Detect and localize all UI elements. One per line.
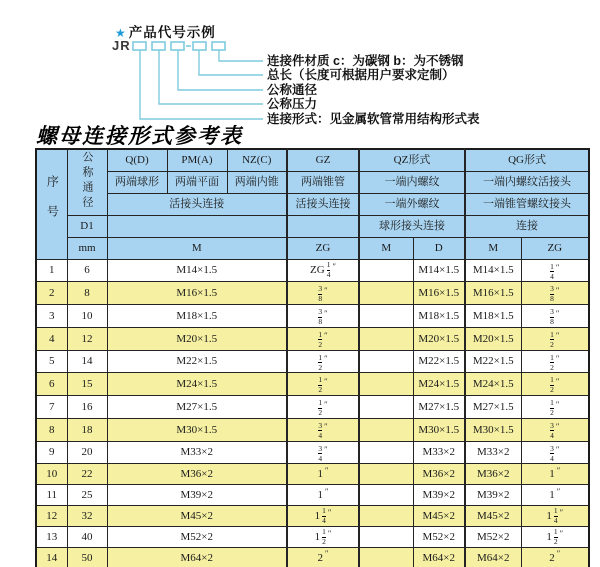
cell-qg_zg: 1 2 ″: [521, 327, 589, 350]
cell-qz_m: [359, 485, 413, 506]
connector-line-length: [199, 50, 263, 75]
cell-no: 11: [36, 485, 67, 506]
connector-line-material: [219, 50, 263, 61]
cell-qz_d: M20×1.5: [413, 327, 465, 350]
header-mm: mm: [67, 237, 107, 259]
table-row: [36, 548, 589, 567]
cell-qg_zg: 3 8 ″: [521, 282, 589, 305]
table-row: [36, 441, 589, 464]
cell-qz_d: M39×2: [413, 485, 465, 506]
header-gz-conn: 活接头连接: [287, 193, 359, 215]
cell-dn: 25: [67, 485, 107, 506]
cell-qz_m: [359, 464, 413, 485]
cell-qz_d: M52×2: [413, 527, 465, 548]
table-row: [36, 259, 589, 282]
cell-m: M30×1.5: [107, 418, 287, 441]
header-row-1: [36, 149, 589, 171]
table-row: [36, 373, 589, 396]
cell-m: M33×2: [107, 441, 287, 464]
cell-zg: 3 8 ″: [287, 305, 359, 328]
cell-qz_m: [359, 527, 413, 548]
cell-qg_zg: 1 1 4 ″: [521, 506, 589, 527]
cell-qz_m: [359, 327, 413, 350]
cell-zg: 1 1 4 ″: [287, 506, 359, 527]
cell-qz_m: [359, 548, 413, 567]
code-prefix: JR: [112, 38, 131, 53]
cell-qg_m: M45×2: [465, 506, 521, 527]
header-qg-zg: ZG: [521, 237, 589, 259]
cell-qz_d: M16×1.5: [413, 282, 465, 305]
cell-no: 1: [36, 259, 67, 282]
cell-zg: ZG 1 4 ″: [287, 259, 359, 282]
cell-qz_m: [359, 305, 413, 328]
table-row: [36, 282, 589, 305]
cell-zg: 1 ″: [287, 464, 359, 485]
cell-dn: 22: [67, 464, 107, 485]
connector-line-diameter: [178, 50, 263, 90]
cell-no: 7: [36, 396, 67, 419]
cell-qz_m: [359, 396, 413, 419]
table-row: [36, 485, 589, 506]
cell-dn: 16: [67, 396, 107, 419]
cell-qg_m: M64×2: [465, 548, 521, 567]
cell-qg_zg: 2 ″: [521, 548, 589, 567]
cell-no: 12: [36, 506, 67, 527]
cell-m: M45×2: [107, 506, 287, 527]
cell-m: M52×2: [107, 527, 287, 548]
header-row-3: [36, 193, 589, 215]
table-row: [36, 527, 589, 548]
header-union-conn: 活接头连接: [107, 193, 287, 215]
cell-qz_d: M36×2: [413, 464, 465, 485]
header-col-gz: GZ: [287, 149, 359, 171]
header-row-4: [36, 215, 589, 237]
cell-m: M39×2: [107, 485, 287, 506]
cell-m: M20×1.5: [107, 327, 287, 350]
header-col-pm: PM(A): [167, 149, 227, 171]
cell-m: M22×1.5: [107, 350, 287, 373]
cell-dn: 10: [67, 305, 107, 328]
header-qz-d: D: [413, 237, 465, 259]
cell-qz_m: [359, 259, 413, 282]
table-row: [36, 396, 589, 419]
code-box-3: [171, 42, 184, 50]
cell-qg_zg: 1 2 ″: [521, 373, 589, 396]
cell-zg: 1 2 ″: [287, 396, 359, 419]
cell-zg: 3 8 ″: [287, 282, 359, 305]
header-qz-conn2: 一端外螺纹: [359, 193, 465, 215]
cell-dn: 15: [67, 373, 107, 396]
header-empty-gz: [287, 215, 359, 237]
cell-qg_zg: 1 ″: [521, 485, 589, 506]
header-col-qz: QZ形式: [359, 149, 465, 171]
cell-m: M36×2: [107, 464, 287, 485]
cell-qg_m: M16×1.5: [465, 282, 521, 305]
cell-qz_d: M22×1.5: [413, 350, 465, 373]
cell-qz_m: [359, 373, 413, 396]
header-nz-desc: 两端内锥: [227, 171, 287, 193]
cell-qg_m: M22×1.5: [465, 350, 521, 373]
cell-m: M18×1.5: [107, 305, 287, 328]
header-col-q: Q(D): [107, 149, 167, 171]
legend-label-form: 连接形式：见金属软管常用结构形式表: [267, 112, 480, 126]
cell-dn: 50: [67, 548, 107, 567]
cell-no: 13: [36, 527, 67, 548]
header-m: M: [107, 237, 287, 259]
header-qz-conn3: 球形接头连接: [359, 215, 465, 237]
code-box-1: [133, 42, 146, 50]
cell-zg: 1 2 ″: [287, 350, 359, 373]
cell-dn: 12: [67, 327, 107, 350]
cell-qz_d: M45×2: [413, 506, 465, 527]
cell-qg_m: M36×2: [465, 464, 521, 485]
legend-label-length: 总长（长度可根据用户要求定制）: [267, 68, 455, 82]
cell-qz_d: M18×1.5: [413, 305, 465, 328]
header-seq: 序号: [36, 149, 67, 259]
cell-qg_m: M52×2: [465, 527, 521, 548]
cell-no: 8: [36, 418, 67, 441]
cell-no: 2: [36, 282, 67, 305]
cell-dn: 18: [67, 418, 107, 441]
header-row-2: [36, 171, 589, 193]
cell-zg: 1 2 ″: [287, 327, 359, 350]
cell-qz_d: M30×1.5: [413, 418, 465, 441]
cell-qg_m: M33×2: [465, 441, 521, 464]
code-box-2: [152, 42, 165, 50]
legend-label-pressure: 公称压力: [267, 97, 318, 111]
cell-qg_m: M24×1.5: [465, 373, 521, 396]
cell-qz_d: M24×1.5: [413, 373, 465, 396]
header-col-qg: QG形式: [465, 149, 589, 171]
cell-qz_d: M27×1.5: [413, 396, 465, 419]
cell-zg: 2 ″: [287, 548, 359, 567]
cell-qg_zg: 1 4 ″: [521, 259, 589, 282]
cell-qz_d: M64×2: [413, 548, 465, 567]
cell-dn: 20: [67, 441, 107, 464]
header-d1: D1: [67, 215, 107, 237]
cell-qg_m: M14×1.5: [465, 259, 521, 282]
cell-zg: 1 1 2 ″: [287, 527, 359, 548]
cell-qg_m: M27×1.5: [465, 396, 521, 419]
cell-qz_m: [359, 418, 413, 441]
table-row: [36, 418, 589, 441]
legend-heading-text: 产品代号示例: [128, 25, 216, 40]
cell-qg_zg: 3 4 ″: [521, 441, 589, 464]
cell-no: 4: [36, 327, 67, 350]
cell-dn: 32: [67, 506, 107, 527]
cell-m: M24×1.5: [107, 373, 287, 396]
cell-dn: 14: [67, 350, 107, 373]
cell-qg_m: M30×1.5: [465, 418, 521, 441]
header-qg-m: M: [465, 237, 521, 259]
cell-no: 9: [36, 441, 67, 464]
header-q-desc: 两端球形: [107, 171, 167, 193]
table-row: [36, 350, 589, 373]
cell-qg_m: M18×1.5: [465, 305, 521, 328]
cell-qg_zg: 3 8 ″: [521, 305, 589, 328]
star-icon: ★: [115, 26, 127, 40]
table-title: 螺母连接形式参考表: [36, 123, 243, 148]
header-col-nz: NZ(C): [227, 149, 287, 171]
header-qg-desc: 一端内螺纹活接头: [465, 171, 589, 193]
nut-connection-table: [35, 148, 590, 567]
cell-qg_zg: 1 ″: [521, 464, 589, 485]
cell-qz_d: M33×2: [413, 441, 465, 464]
cell-qg_zg: 1 2 ″: [521, 396, 589, 419]
cell-qz_m: [359, 350, 413, 373]
cell-qg_m: M39×2: [465, 485, 521, 506]
code-box-4: [193, 42, 206, 50]
cell-qz_m: [359, 282, 413, 305]
header-qz-m: M: [359, 237, 413, 259]
cell-qg_zg: 3 4 ″: [521, 418, 589, 441]
cell-zg: 3 4 ″: [287, 418, 359, 441]
cell-dn: 40: [67, 527, 107, 548]
header-empty-union: [107, 215, 287, 237]
table-row: [36, 506, 589, 527]
cell-m: M16×1.5: [107, 282, 287, 305]
header-row-5: [36, 237, 589, 259]
cell-m: M64×2: [107, 548, 287, 567]
cell-zg: 3 4 ″: [287, 441, 359, 464]
cell-dn: 8: [67, 282, 107, 305]
header-gz-desc: 两端锥管: [287, 171, 359, 193]
header-pm-desc: 两端平面: [167, 171, 227, 193]
cell-qg_zg: 1 2 ″: [521, 350, 589, 373]
cell-dn: 6: [67, 259, 107, 282]
legend-label-diameter: 公称通径: [267, 83, 318, 97]
legend-label-material: 连接件材质 c：为碳钢 b：为不锈钢: [267, 54, 464, 68]
cell-no: 10: [36, 464, 67, 485]
cell-qg_m: M20×1.5: [465, 327, 521, 350]
connector-line-pressure: [159, 50, 263, 104]
header-dn: 公称通径: [67, 149, 107, 215]
header-zg: ZG: [287, 237, 359, 259]
table-body: [36, 259, 589, 567]
table-row: [36, 327, 589, 350]
table-row: [36, 464, 589, 485]
cell-zg: 1 2 ″: [287, 373, 359, 396]
cell-m: M14×1.5: [107, 259, 287, 282]
cell-no: 5: [36, 350, 67, 373]
cell-m: M27×1.5: [107, 396, 287, 419]
cell-no: 6: [36, 373, 67, 396]
cell-qz_m: [359, 441, 413, 464]
cell-no: 3: [36, 305, 67, 328]
code-box-5: [212, 42, 225, 50]
table-row: [36, 305, 589, 328]
cell-qg_zg: 1 1 2 ″: [521, 527, 589, 548]
header-qg-conn2: 一端锥管螺纹接头: [465, 193, 589, 215]
cell-qz_m: [359, 506, 413, 527]
cell-no: 14: [36, 548, 67, 567]
cell-qz_d: M14×1.5: [413, 259, 465, 282]
header-qz-desc: 一端内螺纹: [359, 171, 465, 193]
header-qg-conn3: 连接: [465, 215, 589, 237]
cell-zg: 1 ″: [287, 485, 359, 506]
